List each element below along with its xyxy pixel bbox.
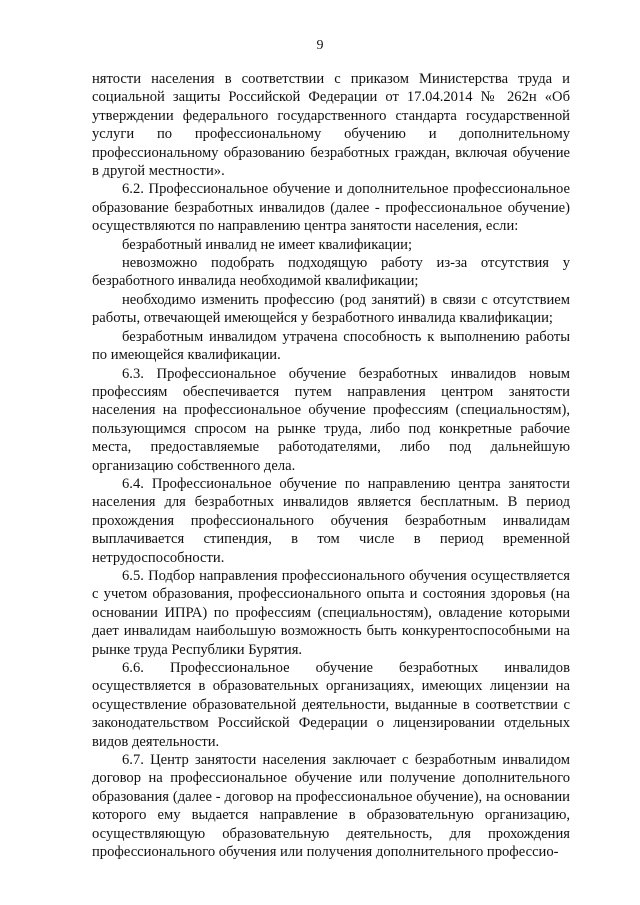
paragraph-condition-3: необходимо изменить профессию (род занятий) в связи с отсутствием работы, отвечающей имеющейся у безработного инвалида квалификации; (92, 291, 570, 327)
paragraph-6-6: 6.6. Профессиональное обучение безработных инвалидов осуществляется в образовательных организациях, имеющих лицензии на осуществление образовательной деятельности, выданные в соответствии с законодательством Российской Федерации о лицензировании отдельных видов деятельности. (92, 660, 570, 750)
document-body (92, 70, 570, 861)
paragraph-6-7: 6.7. Центр занятости населения заключает с безработным инвалидом договор на профессиональное обучение или получение дополнительного образования (далее - договор на профессиональное обучение), на основании которого ему выдается направление в образовательную организацию, осуществляющую образовательную деятельность, для прохождения профессионального обучения или получения дополнительного профессио- (92, 752, 570, 861)
paragraph-continuation: нятости населения в соответствии с приказом Министерства труда и социальной защиты Российской Федерации от 17.04.2014 № 262н «Об утверждении федерального государственного стандарта государственной услуги по профессиональному обучению и дополнительному профессиональному образованию безработных граждан, включая обучение в другой местности». (92, 71, 570, 180)
paragraph-6-3: 6.3. Профессиональное обучение безработных инвалидов новым профессиям обеспечивается путем направления центром занятости населения на профессиональное обучение профессиям (специальностям), пользующимся спросом на рынке труда, либо под конкретные рабочие места, предоставляемые работодателями, либо под дальнейшую организацию собственного дела. (92, 365, 570, 474)
paragraph-6-2: 6.2. Профессиональное обучение и дополнительное профессиональное образование безработных инвалидов (далее - профессиональное обучение) осуществляются по направлению центра занятости населения, если: (92, 181, 570, 235)
paragraph-6-4: 6.4. Профессиональное обучение по направлению центра занятости населения для безработных инвалидов является бесплатным. В период прохождения профессионального обучения безработным инвалидам выплачивается стипендия, в том числе в период временной нетрудоспособности. (92, 475, 570, 566)
paragraph-6-5: 6.5. Подбор направления профессионального обучения осуществляется с учетом образования, профессионального опыта и состояния здоровья (на основании ИПРА) по профессиям (специальностям), овладение которыми дает инвалидам наибольшую возможность быть конкурентоспособными на рынке труда Республики Бурятия. (92, 567, 570, 658)
paragraph-condition-2: невозможно подобрать подходящую работу из-за отсутствия у безработного инвалида необходимой квалификации; (92, 255, 570, 290)
page-number: 9 (316, 38, 324, 53)
paragraph-condition-4: безработным инвалидом утрачена способность к выполнению работы по имеющейся квалификации. (92, 328, 570, 364)
paragraph-condition-1: безработный инвалид не имеет квалификации; (122, 236, 413, 253)
